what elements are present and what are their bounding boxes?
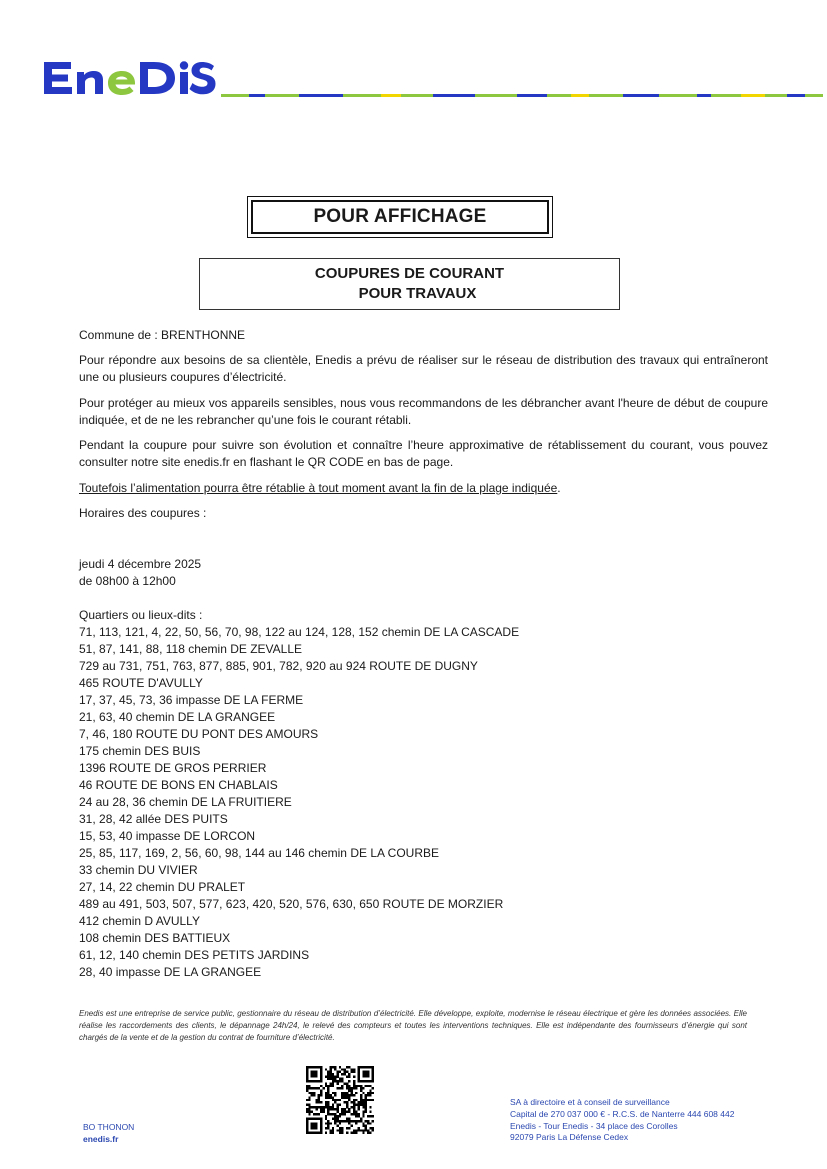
paragraph-1: Pour répondre aux besoins de sa clientèle, Enedis a prévu de réaliser sur le réseau de distribution des travaux qui entraîneront une ou plusieurs coupures d’électricité. [79, 353, 768, 384]
paragraph-2: Pour protéger au mieux vos appareils sensibles, nous vous recommandons de les débrancher avant l'heure de début de coupure indiquée, et de ne les rebrancher qu’une fois le courant rétabli. [79, 396, 768, 427]
list-item: 108 chemin DES BATTIEUX [79, 931, 231, 945]
list-item: 7, 46, 180 ROUTE DU PONT DES AMOURS [79, 727, 319, 741]
schedule-label: Horaires des coupures : [79, 506, 207, 520]
list-item: 15, 53, 40 impasse DE LORCON [79, 829, 256, 843]
title-box [247, 196, 553, 238]
list-item: 46 ROUTE DE BONS EN CHABLAIS [79, 778, 278, 792]
paragraph-3: Pendant la coupure pour suivre son évolution et connaître l’heure approximative de rétablissement du courant, vous pouvez consulter notre site enedis.fr en flashant le QR CODE en bas de page. [79, 438, 768, 469]
commune-line: Commune de : BRENTHONNE [79, 328, 246, 342]
footer-code: BO THONON [83, 1122, 135, 1132]
footer-line: 92079 Paris La Défense Cedex [510, 1132, 629, 1143]
footer-line: SA à directoire et à conseil de surveillance [510, 1097, 670, 1107]
footer-site-link[interactable]: enedis.fr [83, 1134, 119, 1144]
footer-line: Enedis - Tour Enedis - 34 place des Corolles [510, 1120, 678, 1131]
notice-line [79, 480, 768, 497]
list-item: 17, 37, 45, 73, 36 impasse DE LA FERME [79, 693, 304, 707]
notice-underlined: Toutefois l’alimentation pourra être rétablie à tout moment avant la fin de la plage indiquée [79, 481, 558, 495]
header-rule [221, 94, 823, 97]
list-item: 71, 113, 121, 4, 22, 50, 56, 70, 98, 122 au 124, 128, 152 chemin DE LA CASCADE [79, 625, 520, 639]
qr-code[interactable] [306, 1066, 374, 1134]
list-item: 729 au 731, 751, 763, 877, 885, 901, 782, 920 au 924 ROUTE DE DUGNY [79, 659, 478, 673]
places-list [79, 607, 519, 981]
list-item: 51, 87, 141, 88, 118 chemin DE ZEVALLE [79, 642, 303, 656]
places-label: Quartiers ou lieux-dits : [79, 608, 203, 622]
footer-line: Capital de 270 037 000 € - R.C.S. de Nanterre 444 608 442 [510, 1108, 735, 1119]
enedis-logo [41, 58, 216, 98]
list-item: 412 chemin D AVULLY [79, 914, 200, 928]
subtitle-line-1: COUPURES DE COURANT [314, 265, 505, 282]
subtitle-box [199, 258, 620, 310]
schedule-date: jeudi 4 décembre 2025 [79, 557, 202, 571]
list-item: 489 au 491, 503, 507, 577, 623, 420, 520, 576, 630, 650 ROUTE DE MORZIER [79, 897, 504, 911]
legal-notice: Enedis est une entreprise de service public, gestionnaire du réseau de distribution d’électricité. Elle développe, exploite, modernise le réseau électrique et gère les données associées. Elle réalise les raccordements des clients, le dépannage 24h/24, le relevé des compteurs et toutes les interventions techniques. Elle est indépendante des fournisseurs d’énergie qui sont chargés de la vente et de la gestion du contrat de fourniture d’électricité. [79, 1009, 747, 1042]
list-item: 24 au 28, 36 chemin DE LA FRUITIERE [79, 795, 292, 809]
title-text: POUR AFFICHAGE [251, 200, 549, 234]
footer-left [83, 1121, 134, 1145]
list-item: 1396 ROUTE DE GROS PERRIER [79, 761, 267, 775]
list-item: 33 chemin DU VIVIER [79, 863, 198, 877]
footer-company-info [510, 1097, 734, 1144]
notice-suffix: . [557, 481, 561, 495]
list-item: 21, 63, 40 chemin DE LA GRANGEE [79, 710, 276, 724]
list-item: 25, 85, 117, 169, 2, 56, 60, 98, 144 au 146 chemin DE LA COURBE [79, 846, 440, 860]
schedule-time: de 08h00 à 12h00 [79, 574, 176, 588]
list-item: 28, 40 impasse DE LA GRANGEE [79, 965, 262, 979]
list-item: 465 ROUTE D'AVULLY [79, 676, 203, 690]
subtitle-line-2: POUR TRAVAUX [358, 285, 477, 302]
list-item: 61, 12, 140 chemin DES PETITS JARDINS [79, 948, 310, 962]
list-item: 31, 28, 42 allée DES PUITS [79, 812, 228, 826]
list-item: 27, 14, 22 chemin DU PRALET [79, 880, 246, 894]
list-item: 175 chemin DES BUIS [79, 744, 201, 758]
